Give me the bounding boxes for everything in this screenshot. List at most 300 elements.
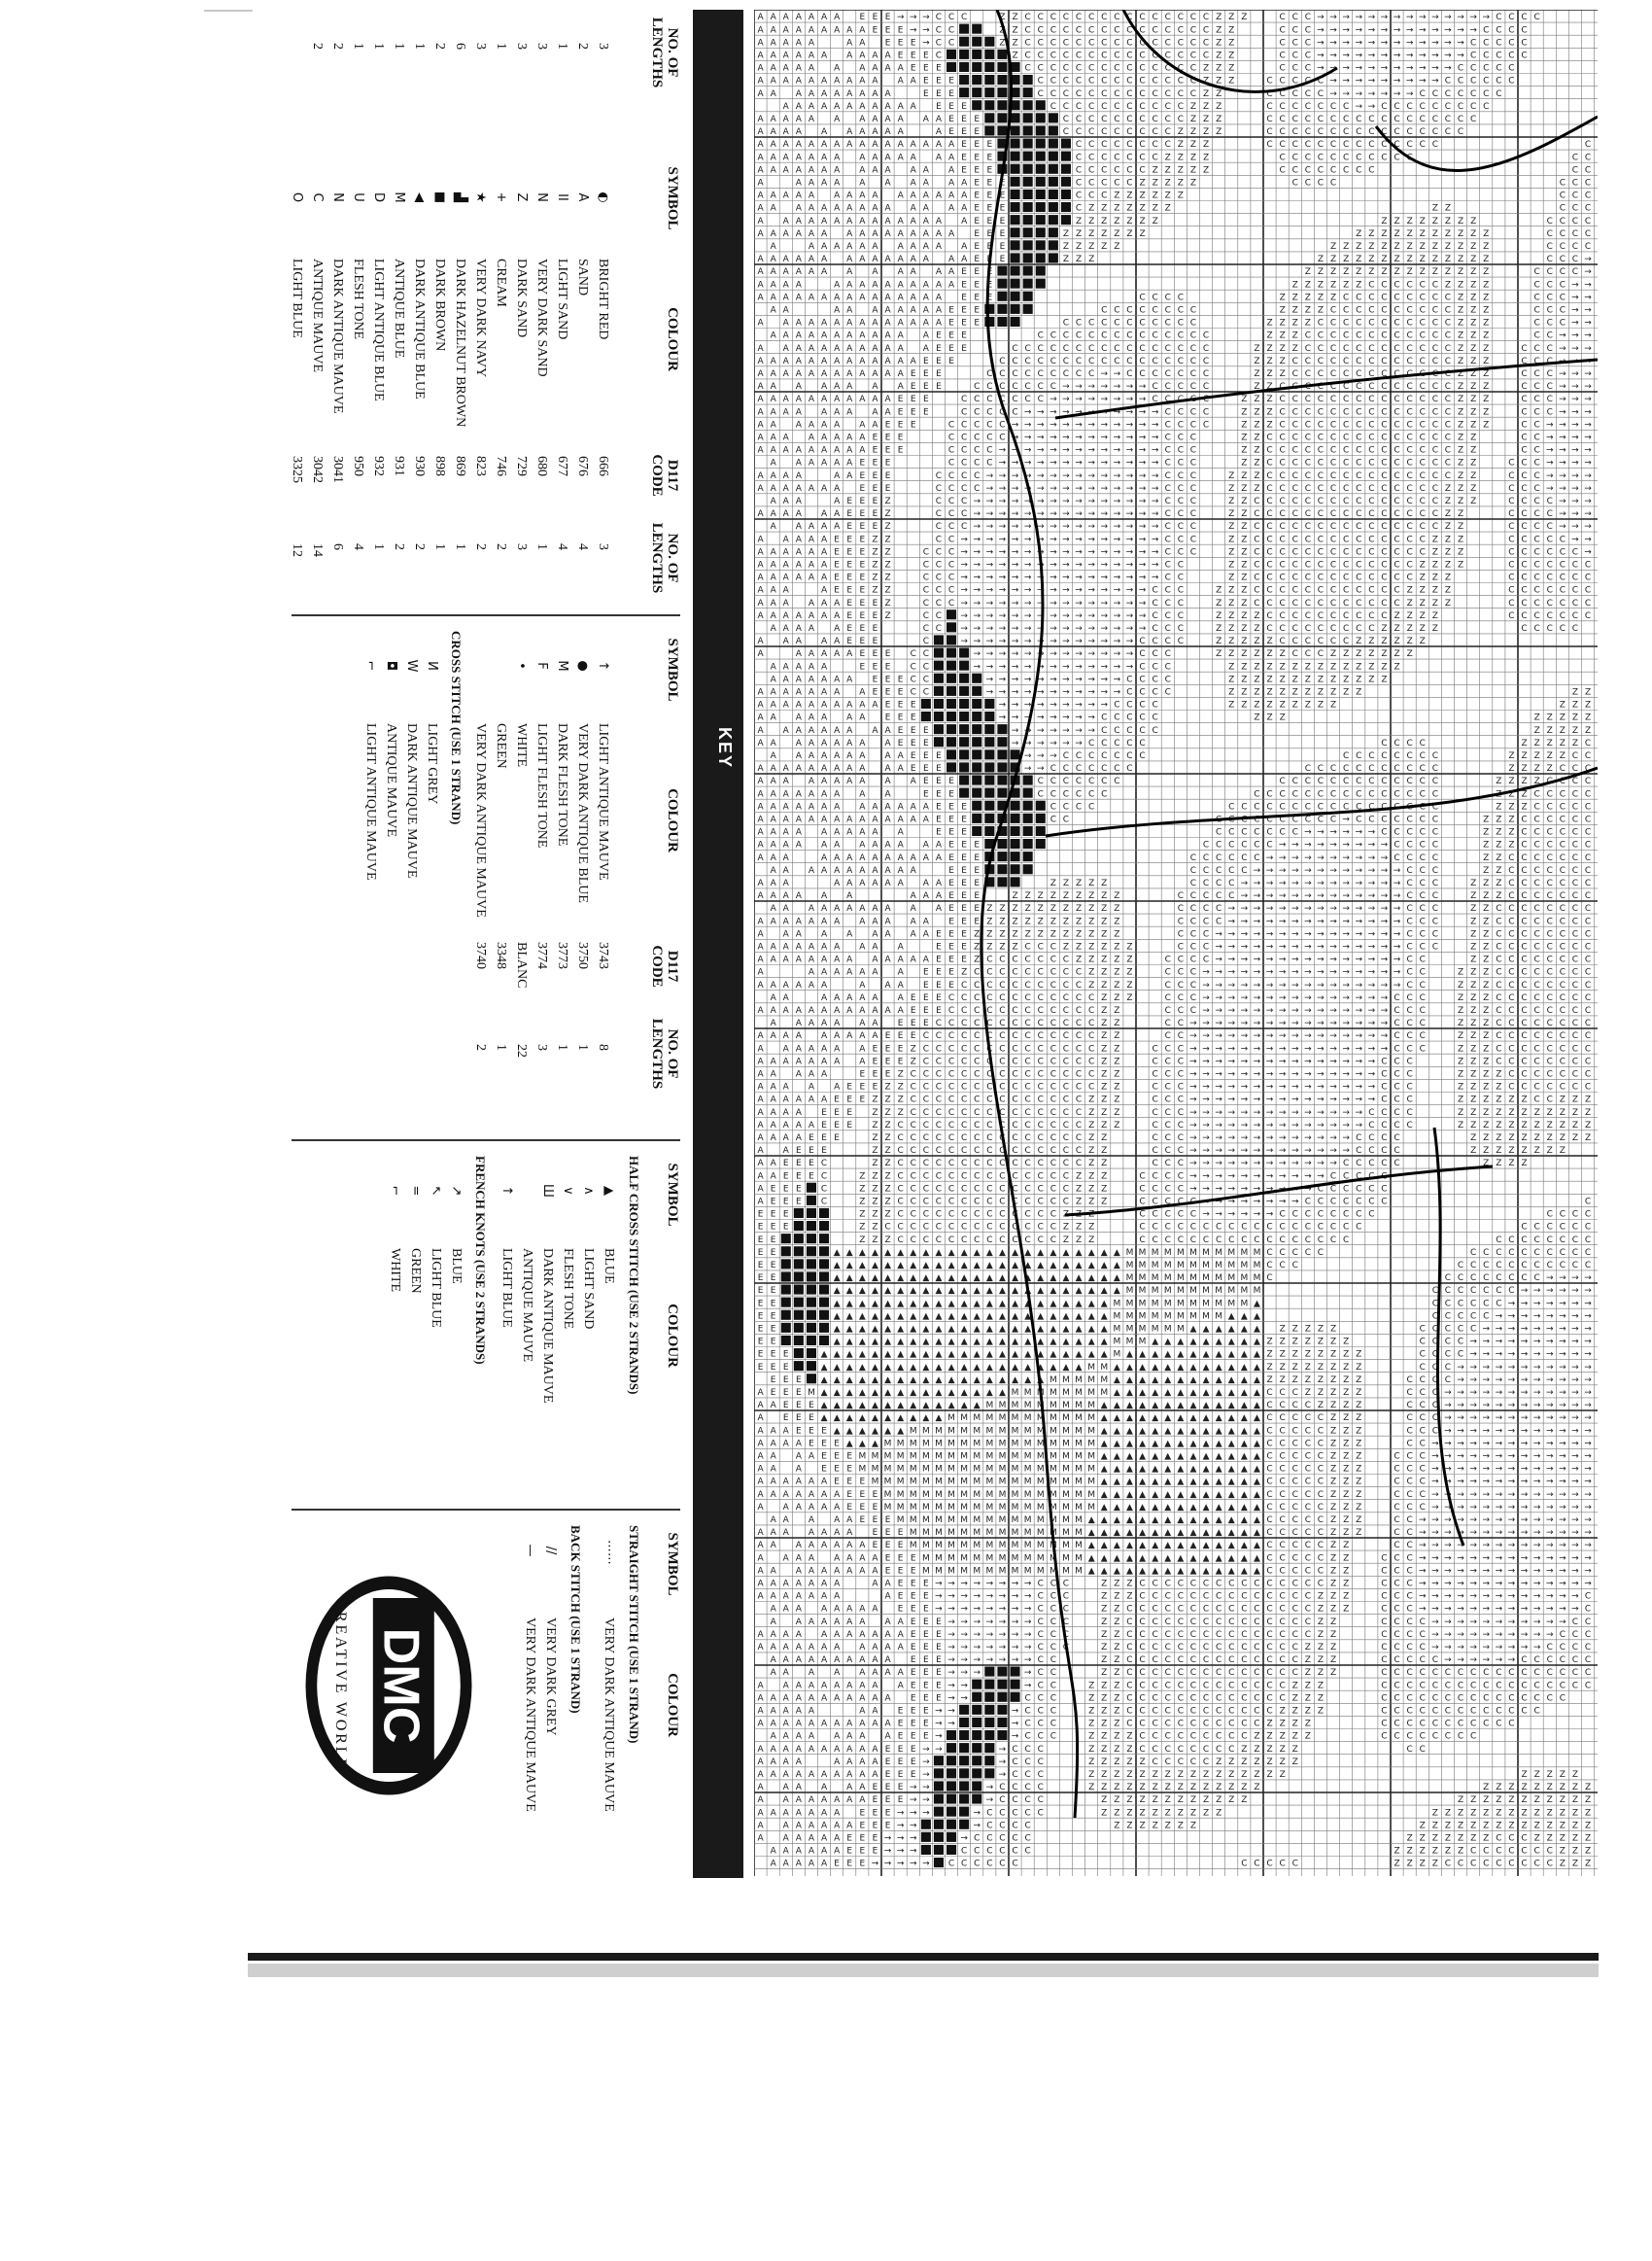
svg-text:C: C bbox=[1203, 866, 1209, 876]
key-code: BLANC bbox=[513, 942, 529, 988]
svg-text:C: C bbox=[1025, 1121, 1031, 1130]
svg-text:→: → bbox=[1291, 1096, 1299, 1105]
svg-text:A: A bbox=[834, 879, 841, 888]
svg-text:C: C bbox=[1076, 25, 1082, 35]
svg-text:A: A bbox=[834, 115, 841, 124]
svg-text:→: → bbox=[1584, 535, 1592, 544]
svg-text:A: A bbox=[771, 1108, 777, 1118]
svg-text:A: A bbox=[859, 434, 866, 443]
svg-text:→: → bbox=[999, 547, 1007, 557]
svg-text:A: A bbox=[796, 739, 803, 748]
svg-text:Z: Z bbox=[1228, 586, 1234, 596]
svg-text:A: A bbox=[884, 1006, 891, 1016]
svg-text:C: C bbox=[1318, 127, 1324, 137]
svg-text:→: → bbox=[986, 509, 994, 519]
svg-text:→: → bbox=[1317, 981, 1325, 991]
svg-text:Z: Z bbox=[1381, 267, 1387, 277]
svg-text:C: C bbox=[1470, 89, 1476, 99]
svg-text:→: → bbox=[1368, 77, 1376, 87]
svg-text:A: A bbox=[796, 191, 803, 201]
svg-text:A: A bbox=[783, 561, 790, 571]
svg-text:C: C bbox=[1305, 77, 1311, 87]
svg-text:C: C bbox=[1216, 828, 1222, 838]
svg-text:Z: Z bbox=[1432, 535, 1438, 544]
svg-text:Z: Z bbox=[1114, 956, 1119, 965]
svg-text:A: A bbox=[834, 242, 841, 252]
svg-text:A: A bbox=[923, 319, 930, 329]
key-colour-name: VERY DARK NAVY bbox=[472, 259, 488, 377]
svg-text:C: C bbox=[1178, 624, 1184, 634]
svg-text:C: C bbox=[1126, 102, 1132, 112]
svg-text:Z: Z bbox=[1076, 891, 1082, 901]
key-code: 869 bbox=[452, 456, 467, 476]
svg-text:A: A bbox=[783, 446, 790, 456]
svg-text:C: C bbox=[1407, 509, 1413, 519]
svg-text:C: C bbox=[1050, 968, 1056, 978]
svg-text:C: C bbox=[1407, 127, 1413, 137]
svg-text:Z: Z bbox=[1420, 611, 1426, 621]
svg-text:→: → bbox=[1291, 866, 1299, 876]
svg-text:Z: Z bbox=[1547, 764, 1553, 774]
svg-text:A: A bbox=[872, 115, 878, 124]
svg-text:A: A bbox=[859, 688, 866, 698]
svg-text:C: C bbox=[1025, 968, 1031, 978]
svg-text:→: → bbox=[986, 471, 994, 481]
svg-text:→: → bbox=[1355, 77, 1362, 87]
svg-text:C: C bbox=[911, 1108, 916, 1118]
svg-text:A: A bbox=[898, 115, 905, 124]
svg-text:C: C bbox=[1038, 1006, 1044, 1016]
svg-text:C: C bbox=[1394, 1044, 1399, 1054]
svg-text:C: C bbox=[1063, 77, 1069, 87]
svg-text:C: C bbox=[948, 1006, 954, 1016]
svg-text:C: C bbox=[1266, 802, 1272, 812]
svg-text:C: C bbox=[1330, 586, 1336, 596]
svg-text:→: → bbox=[1431, 64, 1439, 74]
svg-text:C: C bbox=[1560, 1006, 1566, 1016]
svg-text:C: C bbox=[1063, 64, 1069, 74]
svg-text:→: → bbox=[1342, 1070, 1350, 1080]
svg-text:→: → bbox=[1087, 395, 1095, 404]
svg-text:C: C bbox=[1165, 637, 1171, 646]
svg-text:C: C bbox=[1190, 420, 1196, 430]
svg-text:→: → bbox=[1087, 471, 1095, 481]
svg-text:C: C bbox=[1139, 127, 1145, 137]
svg-text:C: C bbox=[1178, 497, 1184, 506]
svg-text:E: E bbox=[974, 841, 980, 851]
svg-text:Z: Z bbox=[1076, 229, 1082, 239]
key-lengths: 3 bbox=[595, 43, 610, 50]
svg-text:→: → bbox=[1317, 13, 1325, 22]
svg-text:C: C bbox=[986, 382, 992, 392]
svg-text:→: → bbox=[1100, 446, 1108, 456]
svg-text:E: E bbox=[948, 943, 954, 953]
svg-text:E: E bbox=[846, 637, 852, 646]
svg-text:Z: Z bbox=[872, 535, 878, 544]
svg-text:E: E bbox=[936, 331, 942, 341]
svg-text:→: → bbox=[1012, 561, 1019, 571]
svg-text:C: C bbox=[1432, 293, 1438, 302]
svg-text:C: C bbox=[1063, 344, 1069, 354]
svg-text:C: C bbox=[1420, 816, 1426, 825]
svg-text:→: → bbox=[1584, 382, 1592, 392]
svg-text:C: C bbox=[948, 471, 954, 481]
svg-text:C: C bbox=[1547, 1070, 1553, 1080]
svg-text:Z: Z bbox=[1458, 968, 1463, 978]
svg-text:A: A bbox=[834, 739, 841, 748]
svg-text:C: C bbox=[1088, 127, 1094, 137]
svg-text:→: → bbox=[1317, 968, 1325, 978]
svg-text:E: E bbox=[974, 280, 980, 290]
key-colour-name: DARK FLESH TONE bbox=[554, 723, 569, 846]
svg-text:C: C bbox=[1076, 764, 1082, 774]
svg-text:Z: Z bbox=[1547, 1121, 1553, 1130]
svg-text:C: C bbox=[1190, 1006, 1196, 1016]
svg-text:→: → bbox=[1559, 471, 1566, 481]
svg-text:C: C bbox=[1076, 1044, 1082, 1054]
svg-text:A: A bbox=[757, 561, 764, 571]
svg-text:A: A bbox=[771, 446, 777, 456]
svg-text:→: → bbox=[999, 561, 1007, 571]
svg-text:Z: Z bbox=[884, 611, 890, 621]
svg-text:→: → bbox=[960, 561, 968, 571]
svg-text:→: → bbox=[1087, 407, 1095, 417]
svg-text:C: C bbox=[1280, 611, 1286, 621]
svg-text:→: → bbox=[1355, 853, 1362, 863]
svg-text:Z: Z bbox=[1521, 751, 1527, 761]
svg-text:C: C bbox=[1394, 1108, 1399, 1118]
svg-text:C: C bbox=[1088, 115, 1094, 124]
svg-text:C: C bbox=[1420, 1044, 1426, 1054]
svg-text:E: E bbox=[898, 739, 904, 748]
svg-text:→: → bbox=[1126, 497, 1134, 506]
svg-text:→: → bbox=[1266, 1108, 1274, 1118]
svg-text:C: C bbox=[1153, 1083, 1158, 1093]
svg-text:C: C bbox=[1508, 1057, 1514, 1066]
svg-text:A: A bbox=[771, 1031, 777, 1041]
svg-text:C: C bbox=[961, 497, 967, 506]
svg-text:Z: Z bbox=[884, 1096, 890, 1105]
svg-text:C: C bbox=[1572, 904, 1578, 914]
svg-text:A: A bbox=[872, 293, 878, 302]
svg-text:C: C bbox=[1280, 38, 1286, 48]
svg-text:Z: Z bbox=[1470, 267, 1476, 277]
svg-text:C: C bbox=[1394, 319, 1399, 329]
svg-text:→: → bbox=[1075, 726, 1083, 736]
svg-text:→: → bbox=[1342, 866, 1350, 876]
svg-text:A: A bbox=[821, 993, 828, 1003]
svg-text:Z: Z bbox=[1458, 382, 1463, 392]
svg-text:Z: Z bbox=[1458, 242, 1463, 252]
svg-text:→: → bbox=[1355, 89, 1362, 99]
svg-text:C: C bbox=[1228, 816, 1234, 825]
svg-text:Z: Z bbox=[1407, 255, 1413, 264]
svg-text:C: C bbox=[1508, 1031, 1514, 1041]
svg-text:C: C bbox=[1368, 1133, 1374, 1143]
svg-text:→: → bbox=[1114, 522, 1121, 532]
svg-text:→: → bbox=[1342, 891, 1350, 901]
svg-text:→: → bbox=[1012, 497, 1019, 506]
svg-text:E: E bbox=[873, 446, 878, 456]
svg-text:C: C bbox=[1432, 777, 1438, 786]
svg-text:C: C bbox=[1050, 981, 1056, 991]
svg-text:C: C bbox=[1292, 789, 1298, 799]
svg-text:A: A bbox=[898, 382, 905, 392]
svg-text:C: C bbox=[1508, 522, 1514, 532]
svg-text:Z: Z bbox=[1088, 956, 1094, 965]
svg-text:→: → bbox=[1266, 1070, 1274, 1080]
svg-text:C: C bbox=[1076, 344, 1082, 354]
svg-text:Z: Z bbox=[1178, 127, 1184, 137]
svg-text:C: C bbox=[936, 484, 942, 494]
svg-text:→: → bbox=[1062, 675, 1070, 684]
svg-text:A: A bbox=[796, 89, 803, 99]
svg-text:→: → bbox=[999, 586, 1007, 596]
svg-text:→: → bbox=[1062, 662, 1070, 672]
svg-text:C: C bbox=[1280, 547, 1286, 557]
svg-text:A: A bbox=[757, 917, 764, 926]
svg-text:A: A bbox=[884, 357, 891, 366]
svg-text:Z: Z bbox=[1165, 191, 1171, 201]
svg-text:E: E bbox=[860, 586, 866, 596]
svg-text:C: C bbox=[1572, 1070, 1578, 1080]
svg-text:Z: Z bbox=[1088, 217, 1094, 226]
svg-text:A: A bbox=[809, 395, 815, 404]
svg-text:E: E bbox=[936, 89, 942, 99]
svg-text:E: E bbox=[834, 1133, 840, 1143]
svg-text:C: C bbox=[1305, 52, 1311, 61]
svg-text:A: A bbox=[859, 25, 866, 35]
svg-text:→: → bbox=[1114, 497, 1121, 506]
svg-text:C: C bbox=[1318, 102, 1324, 112]
svg-text:C: C bbox=[1330, 599, 1336, 609]
svg-text:Z: Z bbox=[1088, 242, 1094, 252]
svg-text:Z: Z bbox=[1458, 459, 1463, 469]
svg-text:C: C bbox=[1318, 140, 1324, 150]
svg-text:→: → bbox=[1100, 561, 1108, 571]
svg-text:A: A bbox=[821, 242, 828, 252]
svg-text:Z: Z bbox=[1228, 574, 1234, 583]
svg-text:C: C bbox=[1445, 357, 1451, 366]
svg-text:C: C bbox=[1585, 611, 1591, 621]
svg-text:→: → bbox=[1368, 841, 1376, 851]
svg-text:→: → bbox=[1215, 1044, 1222, 1054]
key-code: 3774 bbox=[533, 942, 549, 969]
svg-text:→: → bbox=[1342, 1121, 1350, 1130]
svg-text:→: → bbox=[1227, 993, 1235, 1003]
svg-text:A: A bbox=[783, 853, 790, 863]
svg-text:→: → bbox=[1355, 891, 1362, 901]
svg-text:E: E bbox=[936, 929, 942, 939]
svg-text:C: C bbox=[1266, 127, 1272, 137]
svg-text:A: A bbox=[923, 179, 930, 189]
svg-text:Z: Z bbox=[1483, 968, 1489, 978]
svg-text:A: A bbox=[936, 879, 943, 888]
svg-text:Z: Z bbox=[1458, 1044, 1463, 1054]
svg-text:C: C bbox=[1420, 369, 1426, 379]
svg-text:A: A bbox=[821, 344, 828, 354]
svg-text:Z: Z bbox=[1394, 267, 1399, 277]
svg-text:C: C bbox=[1356, 789, 1361, 799]
svg-text:→: → bbox=[1254, 1083, 1261, 1093]
key-title: KEY bbox=[702, 719, 735, 778]
svg-text:→: → bbox=[1291, 841, 1299, 851]
svg-text:C: C bbox=[974, 1019, 980, 1028]
svg-text:→: → bbox=[1075, 509, 1083, 519]
svg-text:A: A bbox=[771, 64, 777, 74]
cross-stitch-chart bbox=[754, 10, 1598, 1876]
svg-text:E: E bbox=[923, 1006, 929, 1016]
svg-text:→: → bbox=[986, 675, 994, 684]
svg-text:E: E bbox=[1000, 242, 1006, 252]
svg-text:C: C bbox=[1572, 561, 1578, 571]
svg-text:→: → bbox=[1584, 522, 1592, 532]
svg-text:→: → bbox=[1355, 1006, 1362, 1016]
svg-text:A: A bbox=[872, 306, 878, 316]
svg-text:Z: Z bbox=[1356, 675, 1361, 684]
svg-text:C: C bbox=[948, 535, 954, 544]
svg-text:E: E bbox=[961, 816, 967, 825]
svg-text:C: C bbox=[1165, 293, 1171, 302]
svg-text:C: C bbox=[1318, 434, 1324, 443]
svg-text:Z: Z bbox=[1266, 420, 1272, 430]
svg-text:A: A bbox=[898, 267, 905, 277]
svg-text:C: C bbox=[1534, 484, 1540, 494]
svg-text:C: C bbox=[1114, 179, 1119, 189]
svg-text:C: C bbox=[1407, 344, 1413, 354]
svg-text:A: A bbox=[771, 331, 777, 341]
svg-text:C: C bbox=[1521, 599, 1527, 609]
svg-text:A: A bbox=[783, 764, 790, 774]
svg-text:C: C bbox=[1318, 407, 1324, 417]
svg-text:Z: Z bbox=[1114, 968, 1119, 978]
svg-text:A: A bbox=[796, 471, 803, 481]
svg-text:C: C bbox=[1063, 1121, 1069, 1130]
svg-text:C: C bbox=[1496, 904, 1501, 914]
svg-text:C: C bbox=[1318, 395, 1324, 404]
svg-text:Z: Z bbox=[1254, 446, 1259, 456]
svg-text:C: C bbox=[1076, 127, 1082, 137]
svg-text:C: C bbox=[948, 1031, 954, 1041]
svg-text:C: C bbox=[1356, 420, 1361, 430]
svg-text:E: E bbox=[873, 624, 878, 634]
svg-text:→: → bbox=[1571, 369, 1579, 379]
svg-text:C: C bbox=[1381, 280, 1387, 290]
svg-text:C: C bbox=[1292, 13, 1298, 22]
svg-text:E: E bbox=[961, 127, 967, 137]
svg-text:→: → bbox=[1062, 395, 1070, 404]
svg-text:→: → bbox=[1037, 649, 1045, 659]
svg-text:A: A bbox=[936, 115, 943, 124]
svg-text:C: C bbox=[1114, 344, 1119, 354]
svg-text:C: C bbox=[923, 611, 929, 621]
svg-text:Z: Z bbox=[1368, 675, 1374, 684]
svg-text:→: → bbox=[1050, 675, 1057, 684]
svg-text:C: C bbox=[1266, 828, 1272, 838]
svg-text:C: C bbox=[1216, 866, 1222, 876]
svg-text:→: → bbox=[1381, 993, 1389, 1003]
svg-text:C: C bbox=[1420, 509, 1426, 519]
svg-text:Z: Z bbox=[1483, 1019, 1489, 1028]
svg-text:→: → bbox=[1381, 841, 1389, 851]
svg-text:→: → bbox=[1381, 968, 1389, 978]
svg-text:C: C bbox=[1534, 929, 1540, 939]
key-colour-name: GREEN bbox=[407, 1248, 423, 1294]
key-symbol: N bbox=[329, 187, 345, 208]
svg-text:C: C bbox=[1318, 89, 1324, 99]
svg-text:→: → bbox=[1189, 1133, 1197, 1143]
dmc-logo bbox=[301, 1559, 476, 1812]
svg-text:C: C bbox=[1063, 1133, 1069, 1143]
svg-text:Z: Z bbox=[1101, 1031, 1107, 1041]
svg-text:Z: Z bbox=[1560, 713, 1566, 723]
svg-text:A: A bbox=[821, 968, 828, 978]
svg-text:A: A bbox=[796, 956, 803, 965]
svg-text:C: C bbox=[1165, 306, 1171, 316]
svg-text:→: → bbox=[1126, 637, 1134, 646]
svg-text:A: A bbox=[834, 688, 841, 698]
svg-text:A: A bbox=[834, 611, 841, 621]
svg-text:Z: Z bbox=[1483, 382, 1489, 392]
svg-text:C: C bbox=[923, 1133, 929, 1143]
svg-text:C: C bbox=[1305, 637, 1311, 646]
svg-text:→: → bbox=[1126, 382, 1134, 392]
svg-text:→: → bbox=[986, 484, 994, 494]
svg-text:C: C bbox=[1330, 140, 1336, 150]
header-symbol: SYMBOL bbox=[665, 1156, 680, 1234]
svg-text:A: A bbox=[872, 242, 878, 252]
svg-text:A: A bbox=[771, 89, 777, 99]
svg-text:A: A bbox=[859, 751, 866, 761]
svg-text:C: C bbox=[936, 547, 942, 557]
key-symbol: N bbox=[533, 187, 549, 208]
svg-text:C: C bbox=[999, 1057, 1005, 1066]
svg-text:C: C bbox=[1521, 420, 1527, 430]
svg-text:→: → bbox=[1329, 64, 1337, 74]
svg-text:Z: Z bbox=[1458, 1031, 1463, 1041]
svg-text:Z: Z bbox=[1330, 675, 1336, 684]
svg-text:C: C bbox=[1368, 574, 1374, 583]
svg-text:C: C bbox=[1330, 344, 1336, 354]
svg-text:C: C bbox=[961, 509, 967, 519]
svg-text:C: C bbox=[1114, 165, 1119, 175]
svg-text:E: E bbox=[860, 522, 866, 532]
svg-text:C: C bbox=[1470, 77, 1476, 87]
svg-text:C: C bbox=[1368, 344, 1374, 354]
svg-text:C: C bbox=[1356, 306, 1361, 316]
svg-text:C: C bbox=[1432, 917, 1438, 926]
svg-text:C: C bbox=[1318, 611, 1324, 621]
svg-text:C: C bbox=[1063, 369, 1069, 379]
svg-text:→: → bbox=[1571, 395, 1579, 404]
svg-text:→: → bbox=[1317, 1019, 1325, 1028]
svg-text:E: E bbox=[961, 879, 967, 888]
svg-text:A: A bbox=[859, 165, 866, 175]
svg-text:C: C bbox=[1203, 357, 1209, 366]
svg-text:A: A bbox=[846, 395, 853, 404]
svg-text:C: C bbox=[923, 1044, 929, 1054]
svg-text:A: A bbox=[771, 242, 777, 252]
svg-text:A: A bbox=[872, 726, 878, 736]
svg-text:A: A bbox=[771, 1070, 777, 1080]
svg-text:A: A bbox=[911, 165, 917, 175]
svg-text:A: A bbox=[872, 420, 878, 430]
svg-text:A: A bbox=[783, 191, 790, 201]
svg-text:C: C bbox=[1012, 1019, 1017, 1028]
key-symbol: D bbox=[370, 187, 386, 208]
svg-text:C: C bbox=[1178, 535, 1184, 544]
svg-text:C: C bbox=[1343, 407, 1349, 417]
